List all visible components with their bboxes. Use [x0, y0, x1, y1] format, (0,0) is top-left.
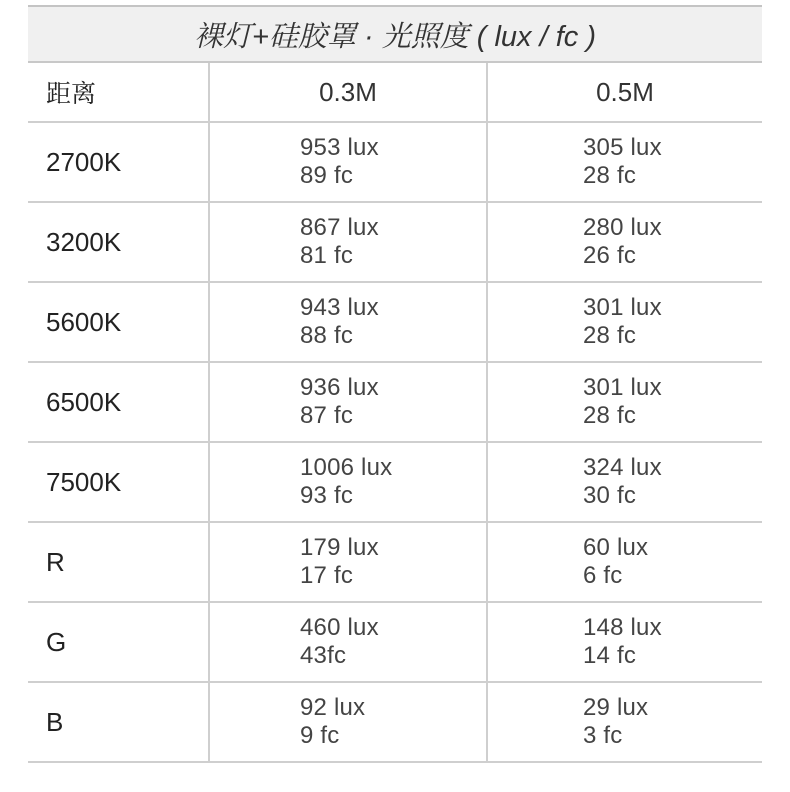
fc-value: 17 fc	[300, 562, 354, 589]
value-cell-0-3m	[208, 363, 486, 441]
fc-value: 81 fc	[300, 242, 354, 269]
value-cell-0-3m	[208, 443, 486, 521]
row-label: 3200K	[46, 226, 122, 257]
lux-value: 867 lux	[300, 214, 379, 241]
row-label: B	[46, 706, 64, 737]
lux-value: 943 lux	[300, 294, 379, 321]
lux-value: 92 lux	[300, 694, 366, 721]
header-row	[28, 63, 762, 123]
value-cell-0-3m	[208, 523, 486, 601]
fc-value: 28 fc	[583, 322, 637, 349]
fc-value: 28 fc	[583, 162, 637, 189]
value-cell-0-5m	[486, 203, 762, 281]
fc-value: 93 fc	[300, 482, 354, 509]
lux-value: 305 lux	[583, 134, 662, 161]
value-cell-0-5m	[486, 283, 762, 361]
fc-value: 88 fc	[300, 322, 354, 349]
fc-value: 89 fc	[300, 162, 354, 189]
lux-value: 324 lux	[583, 454, 662, 481]
lux-value: 301 lux	[583, 294, 662, 321]
table-row	[28, 283, 762, 363]
table-row	[28, 523, 762, 603]
table-row	[28, 683, 762, 763]
value-cell-0-5m	[486, 603, 762, 681]
row-label: G	[46, 626, 67, 657]
value-cell-0-3m	[208, 603, 486, 681]
value-cell-0-3m	[208, 123, 486, 201]
fc-value: 9 fc	[300, 722, 340, 749]
header-distance: 距离	[46, 80, 97, 108]
lux-value: 29 lux	[583, 694, 649, 721]
table-row	[28, 443, 762, 523]
lux-value: 280 lux	[583, 214, 662, 241]
value-cell-0-3m	[208, 683, 486, 761]
row-label: 2700K	[46, 146, 122, 177]
fc-value: 43fc	[300, 642, 347, 669]
row-label: 5600K	[46, 306, 122, 337]
fc-value: 3 fc	[583, 722, 623, 749]
header-0-5m: 0.5M	[486, 63, 762, 121]
lux-value: 179 lux	[300, 534, 379, 561]
table-row	[28, 203, 762, 283]
lux-value: 60 lux	[583, 534, 649, 561]
table-row	[28, 603, 762, 683]
value-cell-0-3m	[208, 203, 486, 281]
lux-value: 1006 lux	[300, 454, 393, 481]
lux-value: 460 lux	[300, 614, 379, 641]
fc-value: 26 fc	[583, 242, 637, 269]
fc-value: 30 fc	[583, 482, 637, 509]
table-title: 裸灯+硅胶罩 · 光照度 ( lux / fc )	[28, 5, 762, 63]
value-cell-0-5m	[486, 443, 762, 521]
lux-value: 953 lux	[300, 134, 379, 161]
fc-value: 28 fc	[583, 402, 637, 429]
fc-value: 6 fc	[583, 562, 623, 589]
row-label: 6500K	[46, 386, 122, 417]
table-row	[28, 363, 762, 443]
value-cell-0-5m	[486, 123, 762, 201]
fc-value: 14 fc	[583, 642, 637, 669]
value-cell-0-5m	[486, 683, 762, 761]
table-row	[28, 123, 762, 203]
lux-value: 936 lux	[300, 374, 379, 401]
value-cell-0-5m	[486, 363, 762, 441]
row-label: 7500K	[46, 466, 122, 497]
header-0-3m: 0.3M	[208, 63, 486, 121]
value-cell-0-3m	[208, 283, 486, 361]
fc-value: 87 fc	[300, 402, 354, 429]
illuminance-table	[28, 63, 762, 763]
row-label: R	[46, 546, 65, 577]
lux-value: 148 lux	[583, 614, 662, 641]
value-cell-0-5m	[486, 523, 762, 601]
lux-value: 301 lux	[583, 374, 662, 401]
